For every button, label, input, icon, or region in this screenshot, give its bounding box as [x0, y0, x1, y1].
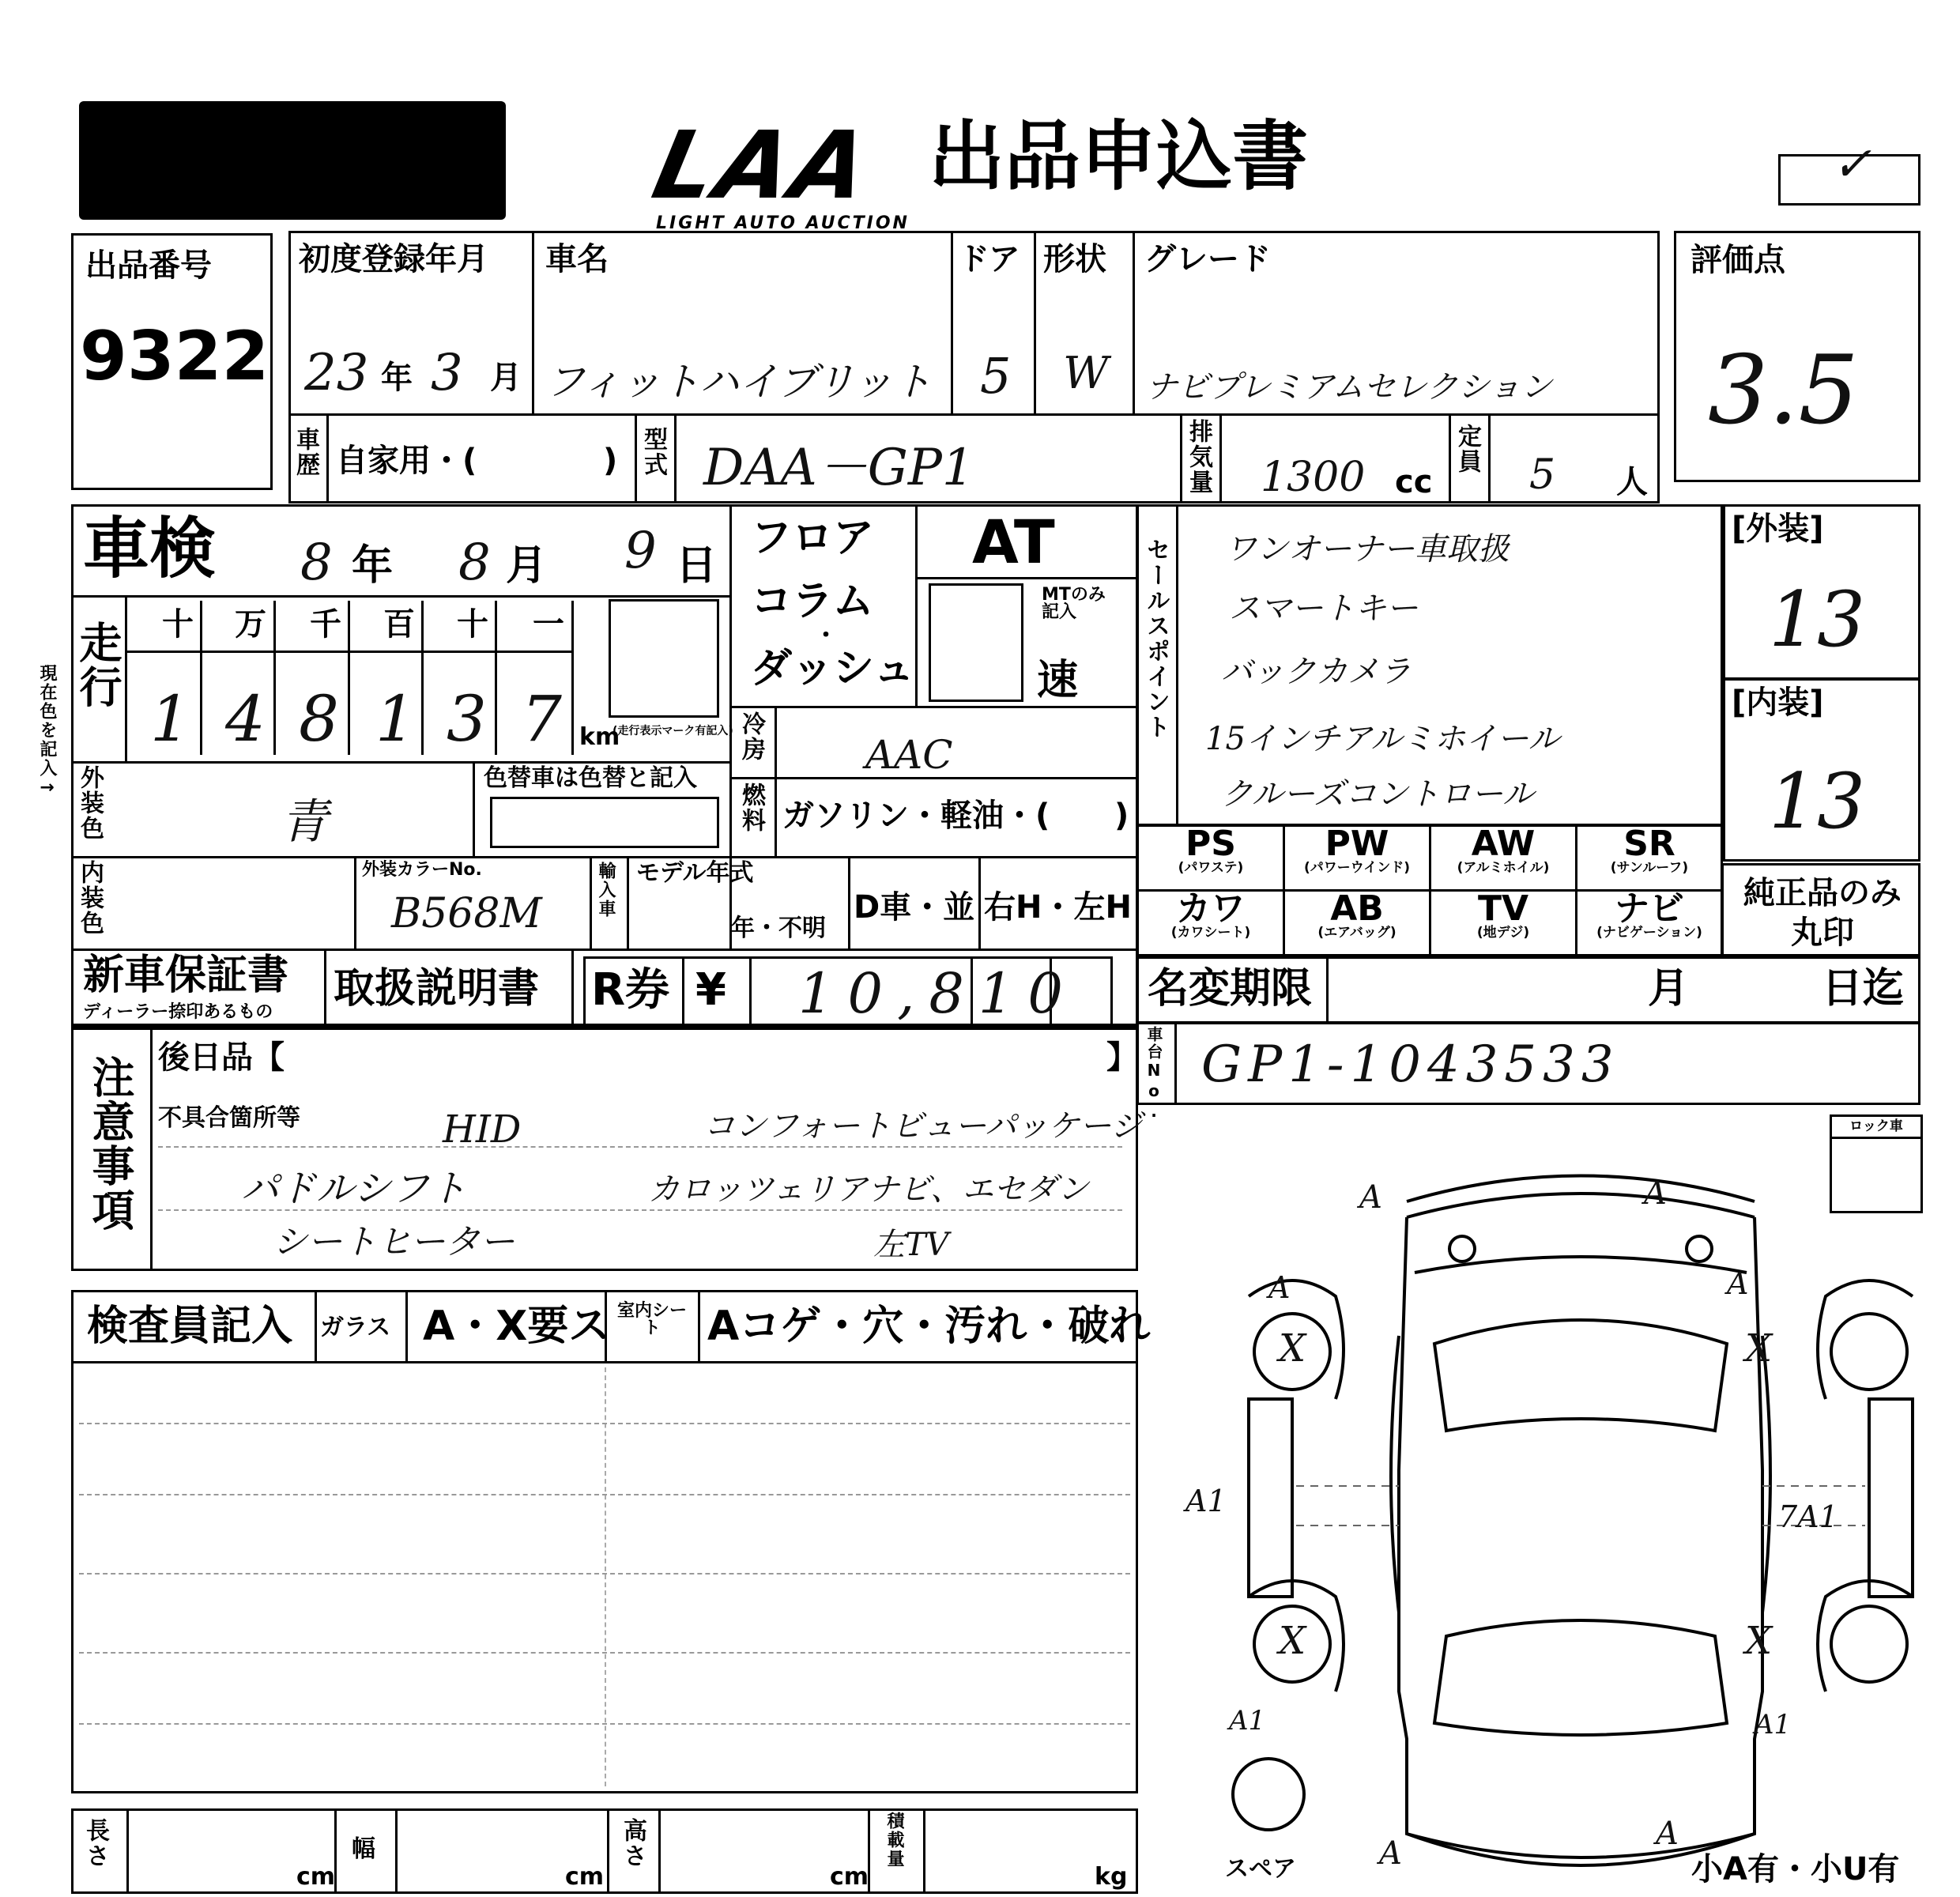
- manual-label[interactable]: 取扱説明書: [334, 965, 540, 1013]
- sale-point-2: バックカメラ: [1221, 654, 1411, 690]
- mark-right-side: 7A1: [1778, 1499, 1838, 1534]
- mark-front-right: A: [1644, 1175, 1667, 1212]
- equip-ab[interactable]: [1286, 888, 1428, 941]
- lot-label: 出品番号: [85, 247, 212, 284]
- recycle-yen: ¥: [695, 964, 726, 1016]
- steering-value[interactable]: 右H・左H: [984, 889, 1132, 926]
- sale-point-0: ワンオーナー車取扱: [1225, 531, 1510, 568]
- interior-score-box: [1723, 678, 1920, 862]
- height-label: 高さ: [619, 1818, 646, 1869]
- shift-at[interactable]: AT: [972, 507, 1055, 577]
- chassis-label: 車台No.: [1144, 1026, 1163, 1122]
- grade-label: グレード: [1144, 241, 1271, 277]
- car-name-label: 車名: [545, 241, 609, 277]
- doors-value: 5: [980, 347, 1012, 405]
- height-unit: cm: [830, 1863, 869, 1891]
- recycle-label: R券: [591, 964, 670, 1016]
- inspection-year-unit: 年: [352, 542, 394, 590]
- digit-label-0: 十: [162, 606, 194, 643]
- first-reg-label: 初度登録年月: [299, 241, 488, 277]
- equip-tv-code: TV: [1477, 888, 1529, 929]
- equip-ab-code: AB: [1330, 888, 1384, 929]
- check-box[interactable]: [1778, 137, 1920, 206]
- chassis-value: GP1-1043533: [1201, 1035, 1620, 1094]
- digit-label-2: 千: [310, 606, 341, 643]
- equip-sr-code: SR: [1623, 824, 1675, 864]
- model-year-label: モデル年式: [636, 859, 754, 887]
- shape-value: W: [1063, 348, 1109, 399]
- equip-ps[interactable]: [1140, 824, 1282, 876]
- score-box: [1674, 231, 1920, 482]
- shift-dash[interactable]: ダッシュ: [751, 645, 914, 692]
- import-label: 輸入車: [596, 862, 616, 918]
- load-label: 積載量: [884, 1812, 904, 1869]
- genuine-label: 純正品のみ丸印: [1743, 875, 1902, 951]
- mark-fl-fender: A: [1268, 1270, 1291, 1305]
- shift-speed: 速: [1037, 657, 1079, 704]
- color-no-label: 外装カラーNo.: [362, 860, 482, 880]
- notes-label: 注意事項: [85, 1055, 135, 1232]
- capacity-label: 定員: [1453, 424, 1481, 474]
- shift-column[interactable]: コラム: [751, 578, 874, 625]
- width-label: 幅: [352, 1835, 375, 1863]
- mark-rear-left: A: [1379, 1835, 1402, 1872]
- doors-label: ドア: [958, 241, 1020, 277]
- mark-rr-quarter: A1: [1755, 1709, 1792, 1740]
- logo-main: LAA: [644, 111, 881, 220]
- history-value: 自家用・(: [336, 443, 477, 479]
- exterior-score-value: 13: [1769, 575, 1866, 664]
- name-change-month: 月: [1648, 965, 1690, 1013]
- displacement-unit: cc: [1395, 464, 1433, 500]
- equip-aw-sub: (アルミホイル): [1457, 860, 1550, 876]
- mileage-digit-5: 7: [522, 682, 562, 756]
- later-close: 】: [1106, 1039, 1138, 1076]
- mark-wheel-fr: X: [1745, 1326, 1773, 1371]
- exterior-score-label: [外装]: [1732, 511, 1824, 547]
- note-line-2: パドルシフト: [241, 1167, 467, 1211]
- length-unit: cm: [296, 1863, 336, 1891]
- inspection-day: 9: [624, 522, 657, 580]
- mileage-label: 走行: [73, 620, 122, 709]
- first-reg-month-unit: 月: [490, 360, 522, 396]
- sale-point-4: クルーズコントロール: [1221, 776, 1534, 813]
- laa-logo: [644, 111, 910, 233]
- diagram-footer-note: 小A有・小U有: [1691, 1851, 1900, 1888]
- seat-value[interactable]: Aコゲ・穴・汚れ・破れ: [707, 1303, 1151, 1350]
- inspection-day-unit: 日: [676, 542, 718, 590]
- mark-front-left: A: [1359, 1179, 1382, 1216]
- displacement-value: 1300: [1261, 454, 1366, 501]
- sale-point-3: 15インチアルミホイール: [1205, 721, 1560, 757]
- equip-leather-sub: (カワシート): [1170, 925, 1251, 941]
- inspection-month: 8: [458, 534, 491, 592]
- equip-navi-sub: (ナビゲーション): [1596, 925, 1702, 941]
- digit-label-4: 十: [457, 606, 488, 643]
- car-damage-diagram[interactable]: [1170, 1138, 1960, 1897]
- shift-floor[interactable]: フロア: [751, 515, 875, 562]
- digit-label-3: 百: [383, 606, 415, 643]
- inspector-label: 検査員記入: [87, 1303, 293, 1350]
- mileage-digit-4: 3: [447, 682, 487, 756]
- load-unit: kg: [1095, 1863, 1128, 1891]
- fuel-label: 燃料: [737, 783, 765, 833]
- first-reg-year-unit: 年: [381, 360, 413, 396]
- equip-navi[interactable]: [1578, 888, 1721, 941]
- spare-label: スペア: [1225, 1855, 1296, 1883]
- genuine-box: [1721, 863, 1920, 956]
- car-name-value: フィットハイブリット: [545, 359, 933, 405]
- sale-points-label: セールスポイント: [1142, 537, 1170, 740]
- note-line-0: HID: [443, 1107, 522, 1152]
- lot-box: [71, 233, 273, 490]
- mark-rear-right: A: [1656, 1816, 1679, 1852]
- exterior-color-value: 青: [281, 794, 328, 850]
- equip-tv[interactable]: [1432, 888, 1574, 941]
- later-label: 後日品【: [158, 1039, 285, 1076]
- recycle-amount: 10,810: [798, 961, 1077, 1026]
- mark-left-side: A1: [1185, 1484, 1227, 1518]
- note-line-3: カロッツェリアナビ、エセダン: [648, 1171, 1089, 1208]
- sale-point-1: スマートキー: [1229, 590, 1419, 627]
- warranty-label[interactable]: 新車保証書: [83, 952, 289, 999]
- equip-pw-code: PW: [1325, 824, 1389, 864]
- mileage-digit-1: 4: [225, 682, 266, 756]
- inspection-label: 車検: [83, 510, 217, 587]
- equip-sr-sub: (サンルーフ): [1610, 860, 1689, 876]
- exterior-color-label: 外装色: [76, 765, 104, 841]
- equip-pw[interactable]: [1286, 824, 1428, 876]
- equip-aw[interactable]: [1432, 824, 1574, 876]
- digit-label-5: 一: [533, 606, 564, 643]
- repaint-input-box[interactable]: [490, 797, 719, 848]
- mark-rl-quarter: A1: [1229, 1705, 1266, 1737]
- inspection-month-unit: 月: [506, 542, 548, 590]
- note-line-1: コンフォートビューパッケージ: [703, 1108, 1143, 1145]
- fuel-value[interactable]: ガソリン・軽油・(: [782, 798, 1050, 834]
- length-label: 長さ: [81, 1818, 109, 1869]
- aircon-value: AAC: [865, 732, 953, 778]
- lock-label: ロック車: [1832, 1117, 1920, 1139]
- history-label: 車歴: [292, 427, 319, 477]
- equip-aw-code: AW: [1471, 824, 1536, 864]
- current-color-note: 現在色を記入→: [37, 664, 57, 799]
- shift-dot: ・: [814, 622, 838, 650]
- score-value: 3.5: [1708, 336, 1859, 446]
- form-title: 出品申込書: [929, 112, 1308, 201]
- score-label: 評価点: [1690, 242, 1785, 278]
- width-unit: cm: [565, 1863, 605, 1891]
- model-type-value: DAA－GP1: [703, 439, 974, 497]
- equip-sr[interactable]: [1578, 824, 1721, 876]
- mark-wheel-fl: X: [1279, 1326, 1306, 1371]
- mt-note: MTのみ記入: [1042, 585, 1106, 622]
- warranty-sub: ディーラー捺印あるもの: [83, 1002, 273, 1022]
- odometer-mark-box[interactable]: [609, 599, 719, 718]
- interior-color-label: 内装色: [76, 860, 104, 936]
- glass-value[interactable]: A・X要ス: [423, 1303, 610, 1350]
- model-year-unit: 年・不明: [731, 915, 826, 942]
- equip-leather[interactable]: [1140, 888, 1282, 941]
- dealer-value[interactable]: D車・並: [854, 889, 975, 926]
- equip-ab-sub: (エアバッグ): [1317, 925, 1396, 941]
- name-change-day: 日迄: [1822, 965, 1905, 1013]
- dimensions-box: [71, 1808, 1138, 1894]
- grade-value: ナビプレミアムセレクション: [1146, 369, 1552, 405]
- equip-leather-code: カワ: [1176, 888, 1246, 929]
- mark-fr-fender: A: [1727, 1266, 1749, 1301]
- equip-tv-sub: (地デジ): [1476, 925, 1530, 941]
- fuel-close: ): [1114, 798, 1129, 834]
- inspection-year: 8: [300, 534, 333, 592]
- redacted-stamp: [79, 101, 506, 220]
- interior-score-value: 13: [1769, 757, 1866, 846]
- defects-label: 不具合箇所等: [158, 1104, 300, 1132]
- mileage-digit-3: 1: [375, 682, 416, 756]
- check-mark: ✓: [1832, 137, 1872, 192]
- name-change-label: 名変期限: [1148, 965, 1313, 1013]
- first-reg-month: 3: [431, 344, 463, 402]
- equip-navi-code: ナビ: [1615, 888, 1684, 929]
- mileage-digit-0: 1: [150, 682, 190, 756]
- mileage-unit: km: [579, 723, 620, 751]
- note-line-5: 左TV: [873, 1227, 949, 1263]
- seat-label: 室内シート: [616, 1301, 687, 1338]
- mt-speed-box[interactable]: [929, 583, 1023, 702]
- mileage-digit-2: 8: [299, 682, 339, 756]
- lot-number: 9322: [80, 317, 270, 396]
- equip-ps-sub: (パワステ): [1178, 860, 1244, 876]
- mileage-unit-note: (走行表示マーク有記入): [612, 725, 733, 737]
- capacity-value: 5: [1529, 451, 1556, 499]
- first-reg-year: 23: [304, 344, 369, 402]
- equip-ps-code: PS: [1185, 824, 1236, 864]
- shape-label: 形状: [1043, 241, 1106, 277]
- capacity-unit: 人: [1616, 464, 1648, 500]
- digit-label-1: 万: [235, 606, 266, 643]
- model-type-label: 型式: [639, 427, 667, 477]
- color-no-value: B568M: [391, 890, 542, 937]
- glass-label: ガラス: [320, 1314, 391, 1341]
- exterior-score-box: [1723, 504, 1920, 680]
- aircon-label: 冷房: [737, 711, 765, 762]
- repaint-note: 色替車は色替と記入: [484, 764, 697, 792]
- interior-score-label: [内装]: [1732, 685, 1824, 721]
- history-close: ): [603, 443, 618, 479]
- mark-wheel-rr: X: [1745, 1619, 1773, 1663]
- displacement-label: 排気量: [1185, 419, 1212, 495]
- equip-pw-sub: (パワーウインド): [1303, 860, 1411, 876]
- logo-sub: LIGHT AUTO AUCTION: [656, 213, 910, 233]
- note-line-4: シートヒーター: [273, 1222, 515, 1262]
- mark-wheel-rl: X: [1279, 1619, 1306, 1663]
